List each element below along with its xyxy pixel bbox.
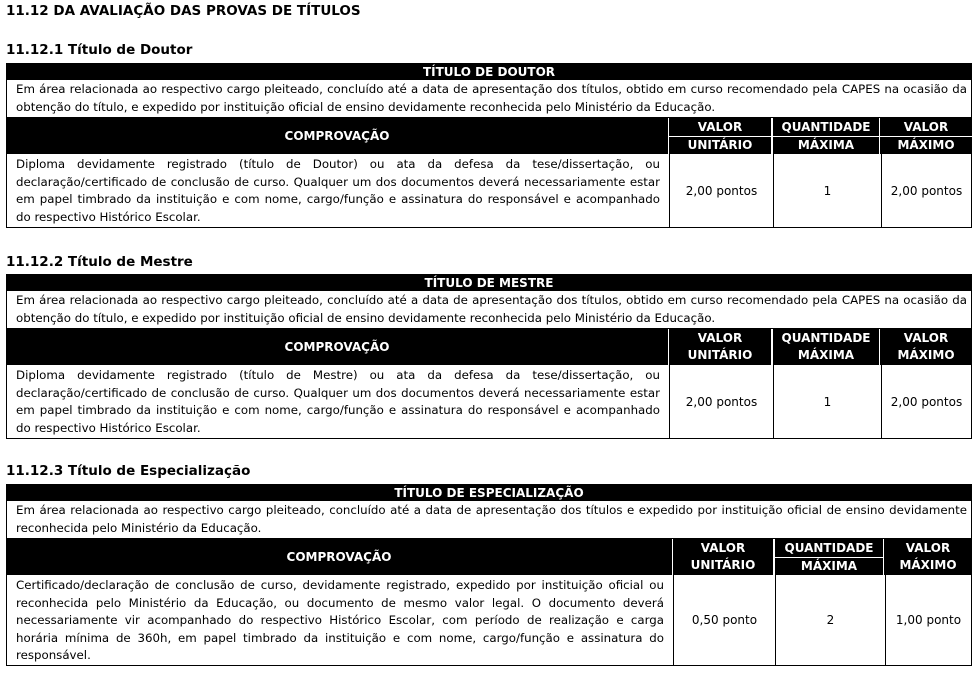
section-table-mestre (6, 274, 972, 439)
header-valor-maximo: VALOR MÁXIMO (897, 331, 955, 362)
table-row (6, 365, 972, 439)
section-table-especializacao (6, 484, 972, 666)
section-heading-mestre: 11.12.2 Título de Mestre (6, 254, 193, 270)
header-quantidade-maxima: QUANTIDADE MÁXIMA (772, 118, 880, 154)
section-heading-especializacao: 11.12.3 Título de Especialização (6, 463, 251, 479)
table-title: TÍTULO DE DOUTOR (6, 63, 972, 80)
quantidade-maxima-cell: 2 (826, 613, 835, 627)
comprovacao-text: Diploma devidamente registrado (título de Mestre) ou ata da defesa da tese/dissertação, ou declaração/certificado de conclusão de curso. Qualquer um dos documentos deverá necessariamente estar em papel timbrado da instituição e com nome, cargo/função e assinatura do responsável e acompanhado do respectivo Histórico Escolar. (16, 368, 660, 435)
header-valor-maximo: VALOR MÁXIMO (899, 541, 957, 572)
table-title: TÍTULO DE ESPECIALIZAÇÃO (6, 484, 972, 501)
quantidade-maxima-cell: 1 (823, 394, 832, 409)
comprovacao-text: Diploma devidamente registrado (título de Doutor) ou ata da defesa da tese/dissertação, ou declaração/certificado de conclusão de curso. Qualquer um dos documentos deverá necessariamente estar em papel timbrado da instituição e com nome, cargo/função e assinatura do responsável e acompanhado do respectivo Histórico Escolar. (16, 157, 660, 224)
section-table-doutor (6, 63, 972, 228)
valor-unitario-cell: 0,50 ponto (691, 613, 758, 627)
table-description: Em área relacionada ao respectivo cargo pleiteado, concluído até a data de apresentação dos títulos, obtido em curso recomendado pela CAPES na ocasião da obtenção do título, e expedido por instituição oficial de ensino devidamente reconhecida pelo Ministério da Educação. (6, 80, 972, 118)
valor-unitario-cell: 2,00 pontos (685, 183, 758, 198)
valor-maximo-cell: 2,00 pontos (890, 183, 963, 198)
header-quantidade-maxima: QUANTIDADE MÁXIMA (774, 539, 884, 575)
header-comprovacao: COMPROVAÇÃO (284, 339, 390, 354)
comprovacao-text: Certificado/declaração de conclusão de curso, devidamente registrado, expedido por instituição oficial ou reconhecida pelo Ministério da Educação, ou documento de mesmo valor legal. O documento deverá necessariamente vir acompanhado do respectivo Histórico Escolar, com período de realização e carga horária mínima de 360h, em papel timbrado da instituição e com nome, cargo/função e assinatura do responsável. (16, 578, 664, 662)
header-comprovacao: COMPROVAÇÃO (284, 128, 390, 143)
main-heading: 11.12 DA AVALIAÇÃO DAS PROVAS DE TÍTULOS (6, 3, 361, 19)
table-description: Em área relacionada ao respectivo cargo pleiteado, concluído até a data de apresentação dos títulos e expedido por instituição oficial de ensino devidamente reconhecida pelo Ministério da Educação. (6, 501, 972, 539)
valor-maximo-cell: 2,00 pontos (890, 394, 963, 409)
header-comprovacao: COMPROVAÇÃO (286, 549, 392, 564)
header-valor-unitario: VALOR UNITÁRIO (690, 541, 756, 572)
section-heading-doutor: 11.12.1 Título de Doutor (6, 42, 193, 58)
header-valor-maximo: VALOR MÁXIMO (880, 118, 972, 154)
valor-maximo-cell: 1,00 ponto (895, 613, 962, 627)
table-header-row (6, 118, 972, 154)
header-valor-unitario: VALOR UNITÁRIO (668, 118, 772, 154)
header-valor-unitario: VALOR UNITÁRIO (687, 331, 753, 362)
table-header-row (6, 329, 972, 365)
table-row (6, 154, 972, 228)
quantidade-maxima-cell: 1 (823, 183, 832, 198)
table-row (6, 575, 972, 666)
table-description: Em área relacionada ao respectivo cargo pleiteado, concluído até a data de apresentação dos títulos, obtido em curso recomendado pela CAPES na ocasião da obtenção do título, e expedido por instituição oficial de ensino devidamente reconhecida pelo Ministério da Educação. (6, 291, 972, 329)
header-quantidade-maxima: QUANTIDADE MÁXIMA (781, 331, 871, 362)
table-header-row (6, 539, 972, 575)
table-title: TÍTULO DE MESTRE (6, 274, 972, 291)
valor-unitario-cell: 2,00 pontos (685, 394, 758, 409)
